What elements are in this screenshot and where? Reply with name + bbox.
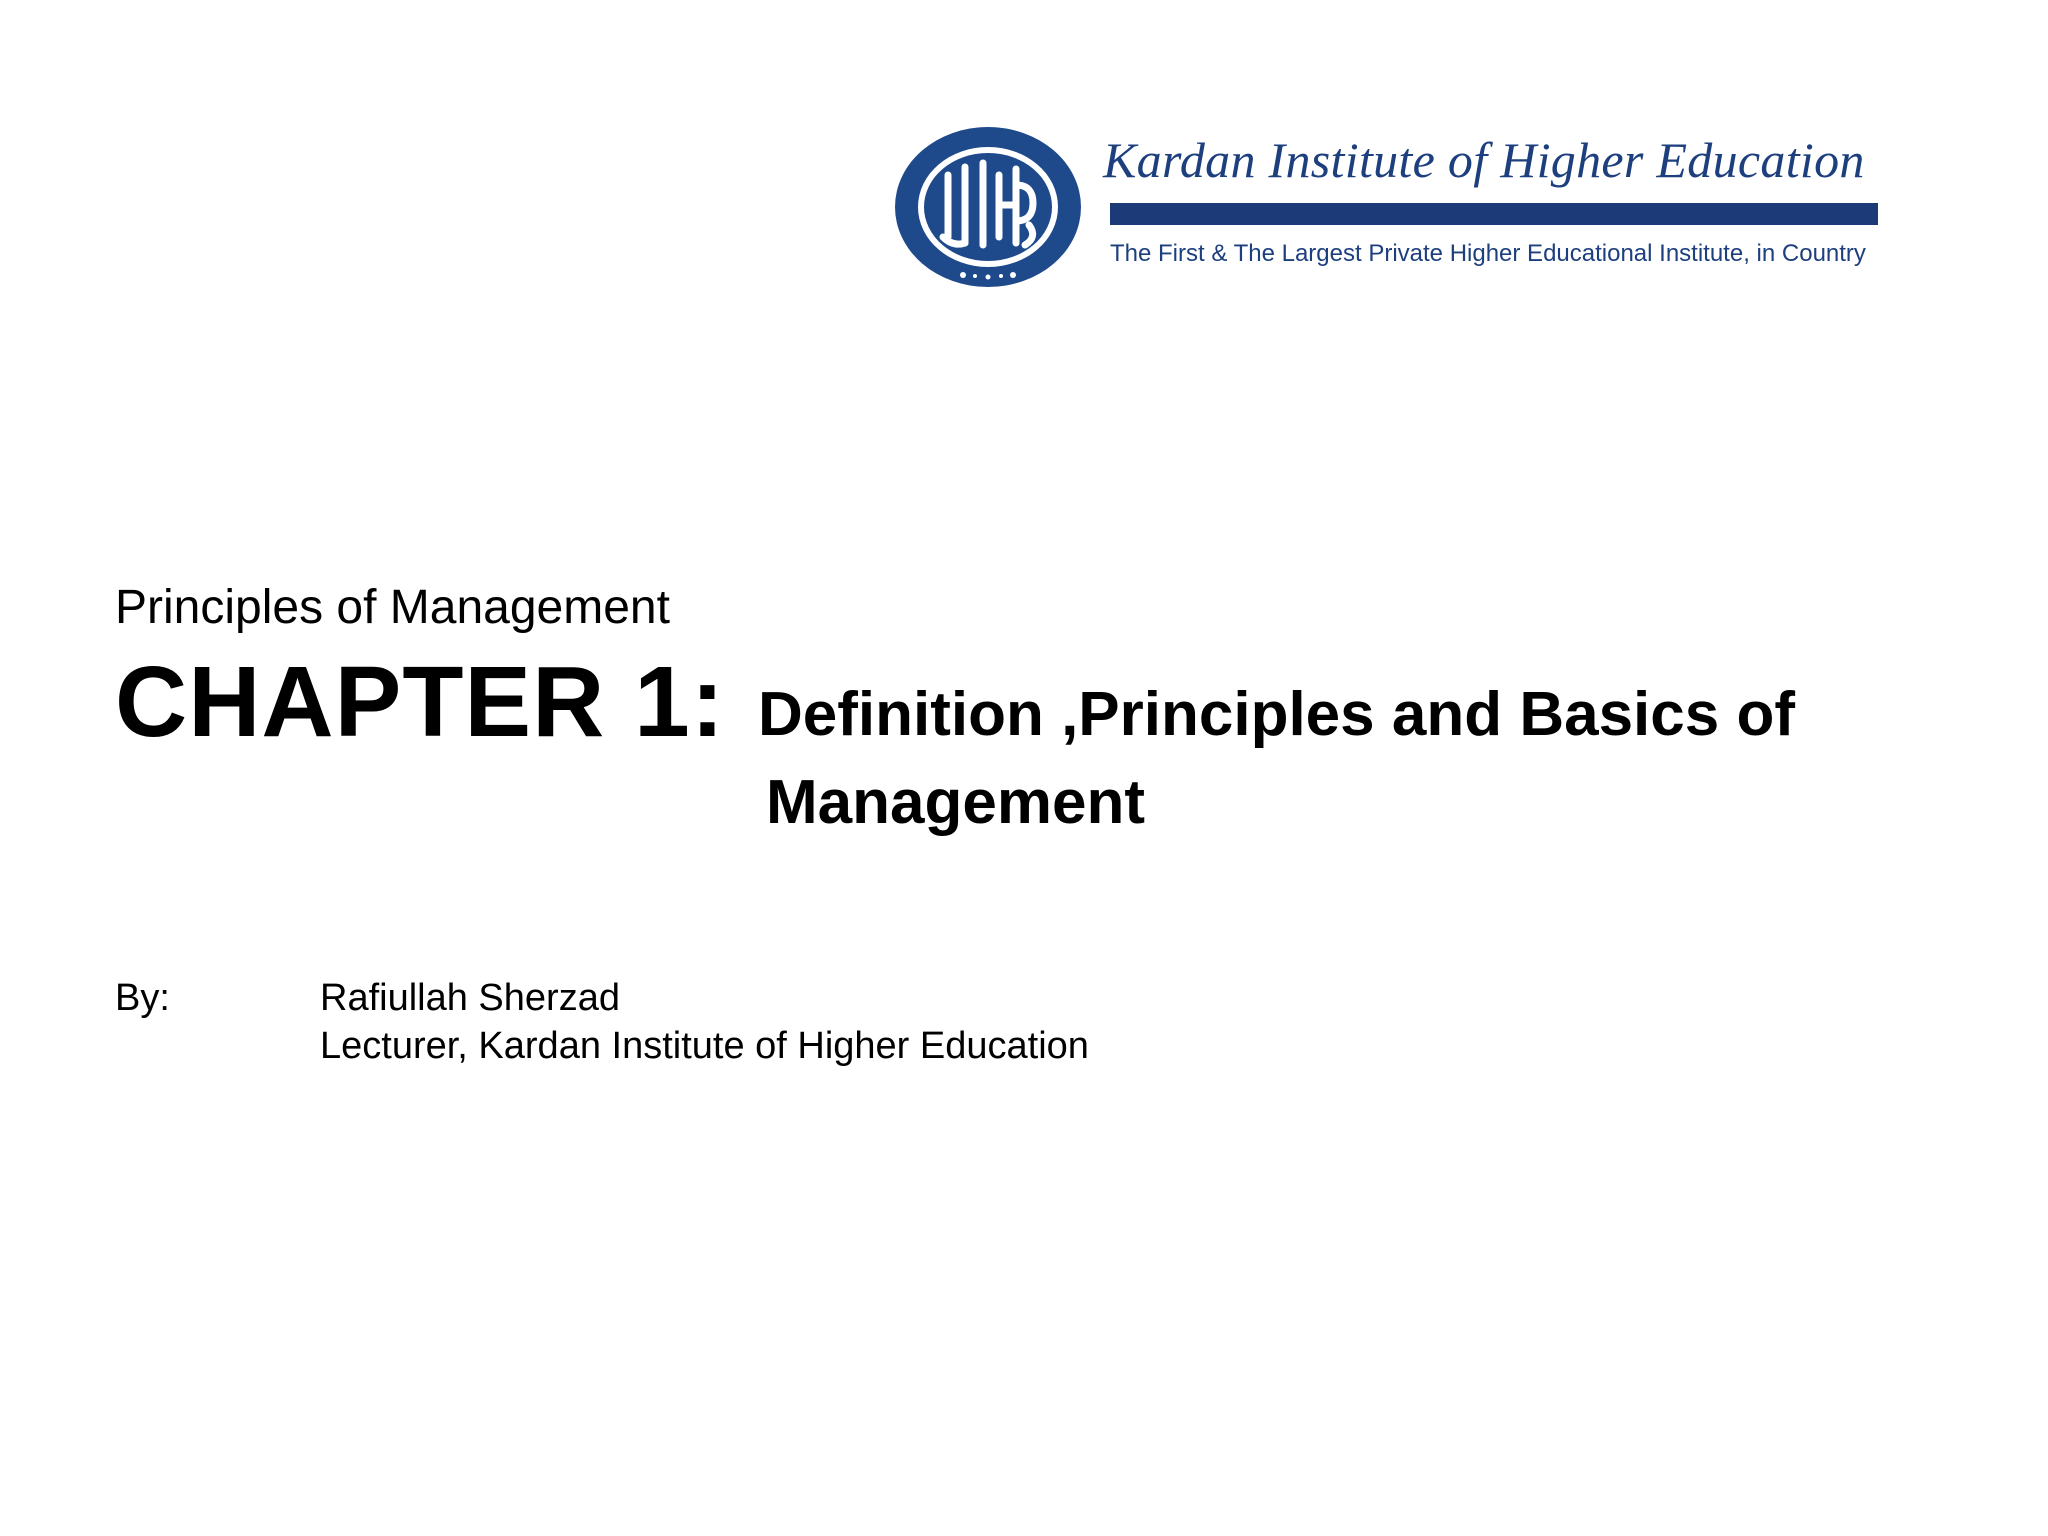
chapter-title-line1: Definition ,Principles and Basics of [758, 680, 1795, 749]
logo-divider-bar [1110, 203, 1878, 225]
course-title: Principles of Management [115, 581, 670, 634]
author-role: Lecturer, Kardan Institute of Higher Education [320, 1025, 1089, 1067]
institute-name: Kardan Institute of Higher Education [1103, 132, 1865, 188]
author-name: Rafiullah Sherzad [320, 977, 620, 1019]
kardan-seal-icon [893, 125, 1083, 290]
by-label: By: [115, 977, 170, 1019]
institute-tagline: The First & The Largest Private Higher Educational Institute, in Country [1110, 240, 1866, 267]
chapter-title-line2: Management [766, 768, 1145, 837]
chapter-label: CHAPTER 1: [115, 646, 726, 758]
institute-logo [893, 125, 1893, 295]
